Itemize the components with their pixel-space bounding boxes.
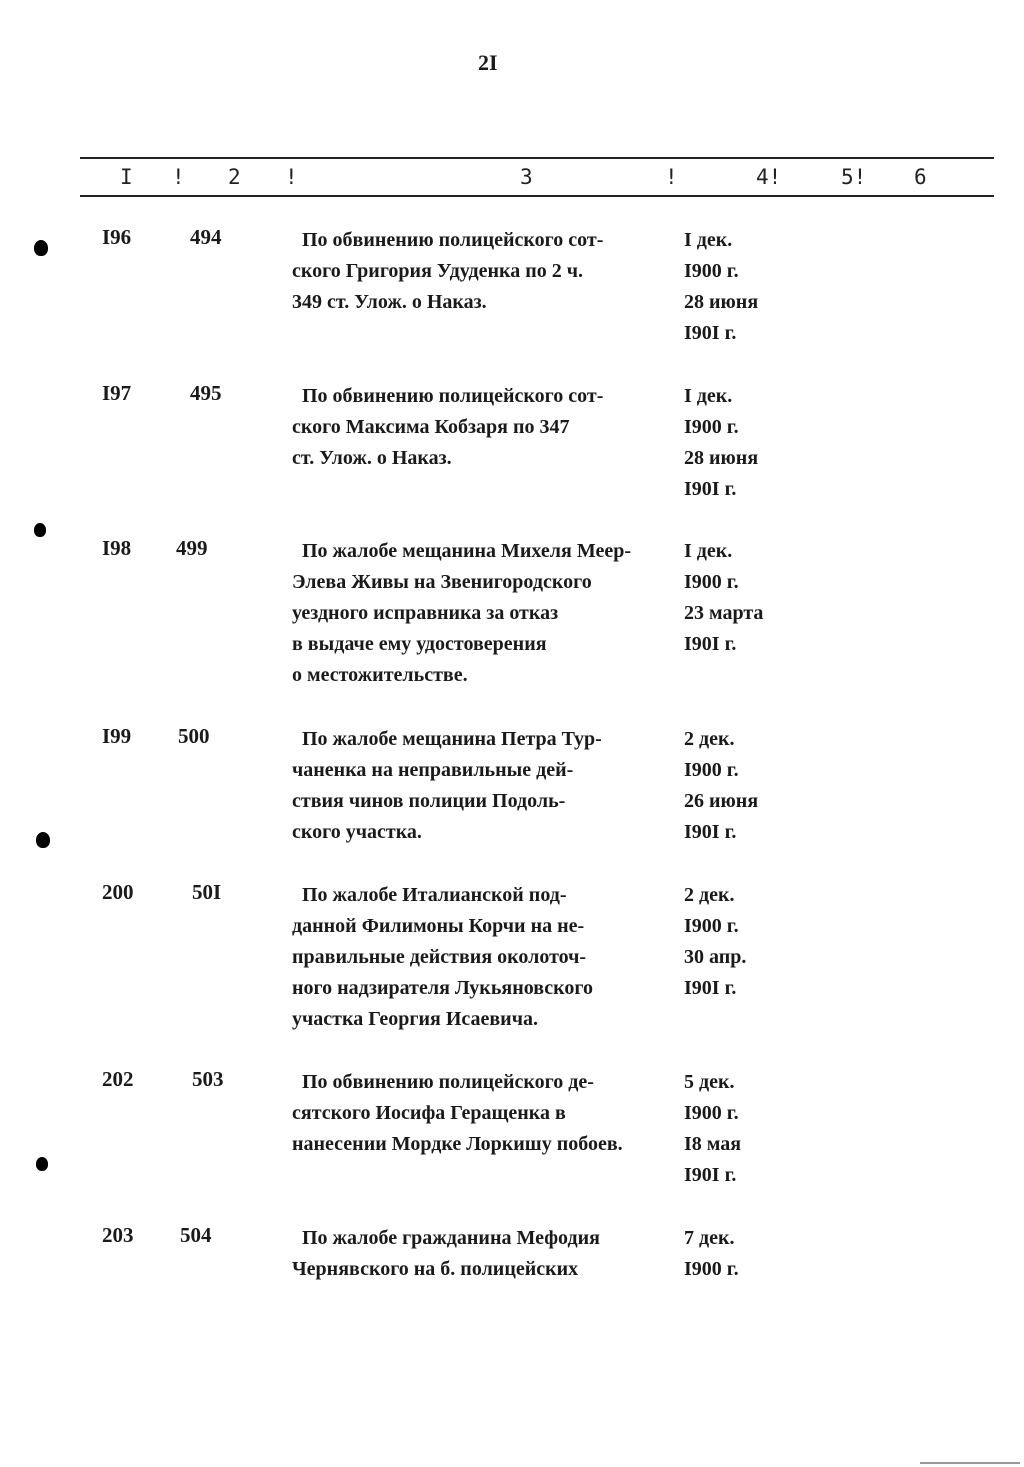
date-line: 23 марта [684, 602, 764, 624]
col-header-1: I [120, 165, 133, 189]
col-separator: ! [665, 165, 678, 189]
desc-line: По обвинению полицейского де- [302, 1071, 594, 1093]
date-line: I900 г. [684, 1258, 739, 1280]
entry-number: 200 [102, 880, 134, 904]
file-number: 500 [178, 724, 210, 748]
desc-line: ского Максима Кобзаря по 347 [292, 416, 570, 438]
header-top-rule [80, 157, 994, 159]
punch-hole-mark [36, 1157, 48, 1171]
entry-number: I99 [102, 724, 132, 748]
date-line: I90I г. [684, 977, 737, 999]
desc-line: в выдаче ему удостоверения [292, 633, 547, 655]
desc-line: о местожительстве. [292, 664, 468, 686]
entry-number: I96 [102, 225, 132, 249]
desc-line: По обвинению полицейского сот- [302, 385, 604, 407]
col-separator: ! [285, 165, 298, 189]
date-line: 28 июня [684, 447, 759, 469]
file-number: 495 [190, 381, 222, 405]
entry-description [292, 381, 682, 474]
entry-description [292, 536, 682, 691]
page-number: 2I [478, 50, 498, 75]
desc-line: По обвинению полицейского сот- [302, 229, 604, 251]
punch-hole-mark [34, 240, 48, 256]
entry-dates [684, 225, 804, 349]
desc-line: По жалобе Италианской под- [302, 884, 567, 906]
desc-line: ст. Улож. о Наказ. [292, 447, 452, 469]
entry-dates [684, 1223, 804, 1285]
desc-line: ствия чинов полиции Подоль- [292, 790, 566, 812]
date-line: I90I г. [684, 478, 737, 500]
entry-description [292, 1223, 682, 1285]
date-line: 7 дек. [684, 1227, 735, 1249]
entry-number: 203 [102, 1223, 134, 1247]
entry-dates [684, 880, 804, 1004]
punch-hole-mark [36, 832, 50, 848]
entry-number: 202 [102, 1067, 134, 1091]
desc-line: По жалобе мещанина Михеля Меер- [302, 540, 631, 562]
file-number: 50I [192, 880, 222, 904]
file-number: 499 [176, 536, 208, 560]
header-bottom-rule [80, 195, 994, 197]
entry-dates [684, 1067, 804, 1191]
date-line: I900 г. [684, 915, 739, 937]
entry-description [292, 225, 682, 318]
desc-line: ского Григория Удуденка по 2 ч. [292, 260, 584, 282]
col-separator: ! [172, 165, 185, 189]
desc-line: Элева Живы на Звенигородского [292, 571, 592, 593]
entry-dates [684, 381, 804, 505]
desc-line: уездного исправника за отказ [292, 602, 559, 624]
date-line: I8 мая [684, 1133, 742, 1155]
desc-line: ского участка. [292, 821, 422, 843]
date-line: 2 дек. [684, 728, 735, 750]
date-line: I дек. [684, 540, 733, 562]
entry-description [292, 1067, 682, 1160]
date-line: I90I г. [684, 1164, 737, 1186]
date-line: I дек. [684, 385, 733, 407]
date-line: 26 июня [684, 790, 759, 812]
punch-hole-mark [34, 523, 46, 537]
entry-description [292, 724, 682, 848]
desc-line: чаненка на неправильные дей- [292, 759, 574, 781]
date-line: 30 апр. [684, 946, 747, 968]
col-header-3: 3 [520, 165, 533, 189]
entry-dates [684, 536, 804, 660]
file-number: 494 [190, 225, 222, 249]
desc-line: нанесении Мордке Лоркишу побоев. [292, 1133, 623, 1155]
date-line: 5 дек. [684, 1071, 735, 1093]
date-line: I900 г. [684, 571, 739, 593]
entry-number: I98 [102, 536, 132, 560]
date-line: I900 г. [684, 759, 739, 781]
date-line: 2 дек. [684, 884, 735, 906]
desc-line: участка Георгия Исаевича. [292, 1008, 538, 1030]
desc-line: 349 ст. Улож. о Наказ. [292, 291, 487, 313]
file-number: 504 [180, 1223, 212, 1247]
col-header-2: 2 [228, 165, 241, 189]
col-header-4: 4! [756, 165, 782, 189]
desc-line: данной Филимоны Корчи на не- [292, 915, 585, 937]
desc-line: Чернявского на б. полицейских [292, 1258, 579, 1280]
date-line: I900 г. [684, 416, 739, 438]
desc-line: По жалобе гражданина Мефодия [302, 1227, 600, 1249]
col-header-6: 6 [914, 165, 927, 189]
entry-description [292, 880, 682, 1035]
date-line: I90I г. [684, 633, 737, 655]
desc-line: сятского Иосифа Геращенка в [292, 1102, 566, 1124]
date-line: I900 г. [684, 260, 739, 282]
file-number: 503 [192, 1067, 224, 1091]
entry-dates [684, 724, 804, 848]
desc-line: По жалобе мещанина Петра Тур- [302, 728, 602, 750]
date-line: I90I г. [684, 821, 737, 843]
date-line: 28 июня [684, 291, 759, 313]
entry-number: I97 [102, 381, 132, 405]
scan-edge-mark [920, 1462, 1020, 1464]
desc-line: ного надзирателя Лукьяновского [292, 977, 594, 999]
desc-line: правильные действия околоточ- [292, 946, 587, 968]
date-line: I дек. [684, 229, 733, 251]
date-line: I90I г. [684, 322, 737, 344]
date-line: I900 г. [684, 1102, 739, 1124]
col-header-5: 5! [841, 165, 867, 189]
